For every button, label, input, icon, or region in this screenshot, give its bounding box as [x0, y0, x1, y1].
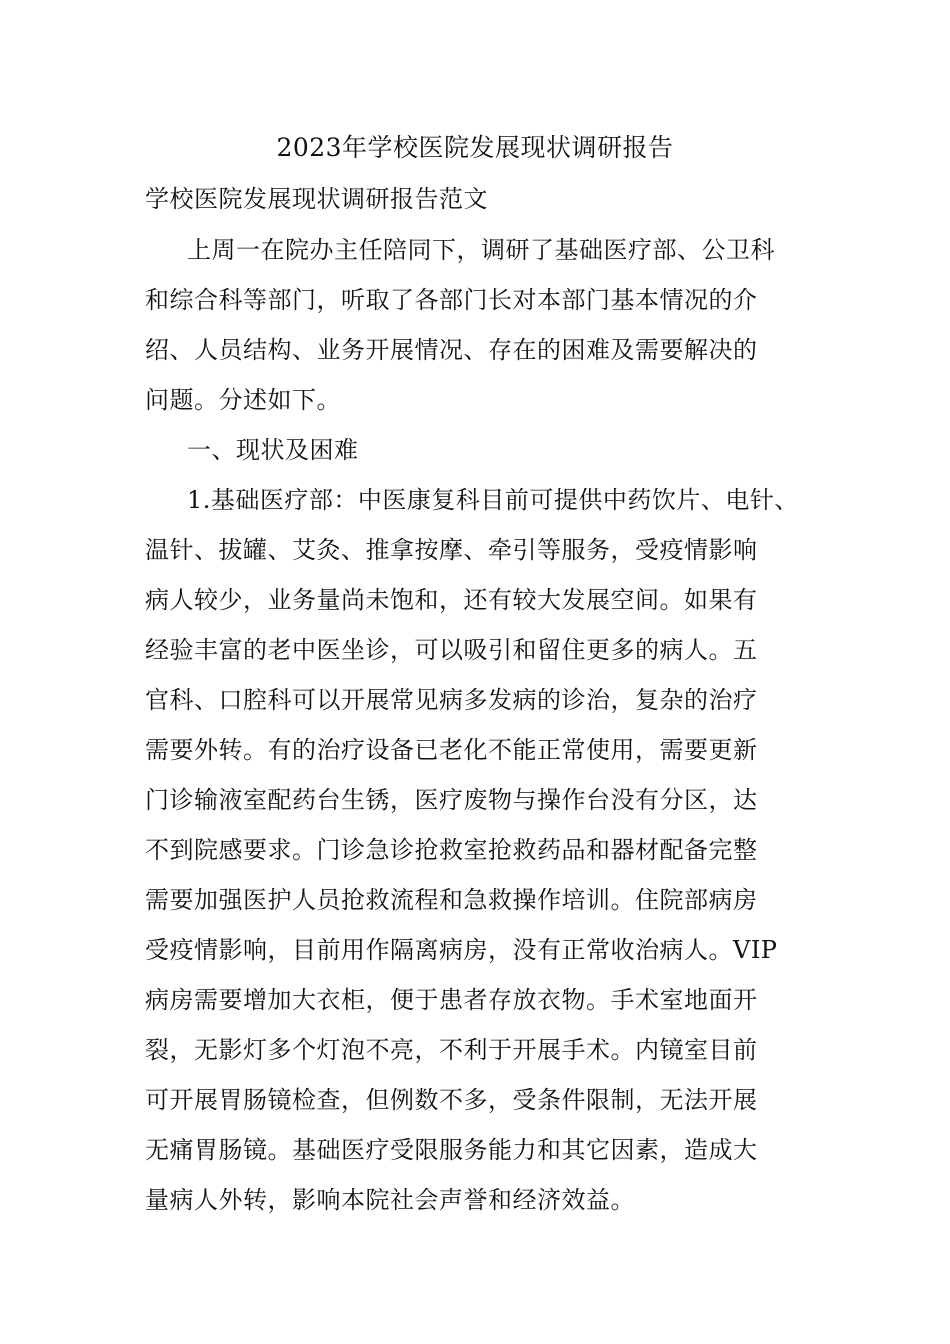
paragraph-line: 经验丰富的老中医坐诊，可以吸引和留住更多的病人。五 [145, 636, 758, 664]
paragraph-line: 受疫情影响，目前用作隔离病房，没有正常收治病人。VIP [145, 936, 778, 964]
document-subtitle: 学校医院发展现状调研报告范文 [145, 185, 488, 213]
section-heading: 一、现状及困难 [187, 436, 359, 464]
paragraph-line: 可开展胃肠镜检查，但例数不多，受条件限制，无法开展 [145, 1086, 758, 1114]
paragraph-line: 需要加强医护人员抢救流程和急救操作培训。住院部病房 [145, 886, 758, 914]
document-title: 2023年学校医院发展现状调研报告 [276, 133, 674, 162]
paragraph-line: 官科、口腔科可以开展常见病多发病的诊治，复杂的治疗 [145, 686, 758, 714]
paragraph-line: 裂，无影灯多个灯泡不亮，不利于开展手术。内镜室目前 [145, 1036, 758, 1064]
paragraph-line: 门诊输液室配药台生锈，医疗废物与操作台没有分区，达 [145, 786, 758, 814]
paragraph-line: 需要外转。有的治疗设备已老化不能正常使用，需要更新 [145, 736, 758, 764]
paragraph-line: 病人较少，业务量尚未饱和，还有较大发展空间。如果有 [145, 586, 758, 614]
paragraph-line: 病房需要增加大衣柜，便于患者存放衣物。手术室地面开 [145, 986, 758, 1014]
paragraph-line: 不到院感要求。门诊急诊抢救室抢救药品和器材配备完整 [145, 836, 758, 864]
paragraph-line: 绍、人员结构、业务开展情况、存在的困难及需要解决的 [145, 336, 758, 364]
paragraph-line: 量病人外转，影响本院社会声誉和经济效益。 [145, 1186, 635, 1214]
paragraph-line: 1.基础医疗部：中医康复科目前可提供中药饮片、电针、 [187, 486, 799, 514]
paragraph-line: 无痛胃肠镜。基础医疗受限服务能力和其它因素，造成大 [145, 1136, 758, 1164]
paragraph-line: 问题。分述如下。 [145, 386, 341, 414]
paragraph-line: 和综合科等部门，听取了各部门长对本部门基本情况的介 [145, 286, 758, 314]
paragraph-line: 上周一在院办主任陪同下，调研了基础医疗部、公卫科 [187, 236, 775, 264]
paragraph-line: 温针、拔罐、艾灸、推拿按摩、牵引等服务，受疫情影响 [145, 536, 758, 564]
